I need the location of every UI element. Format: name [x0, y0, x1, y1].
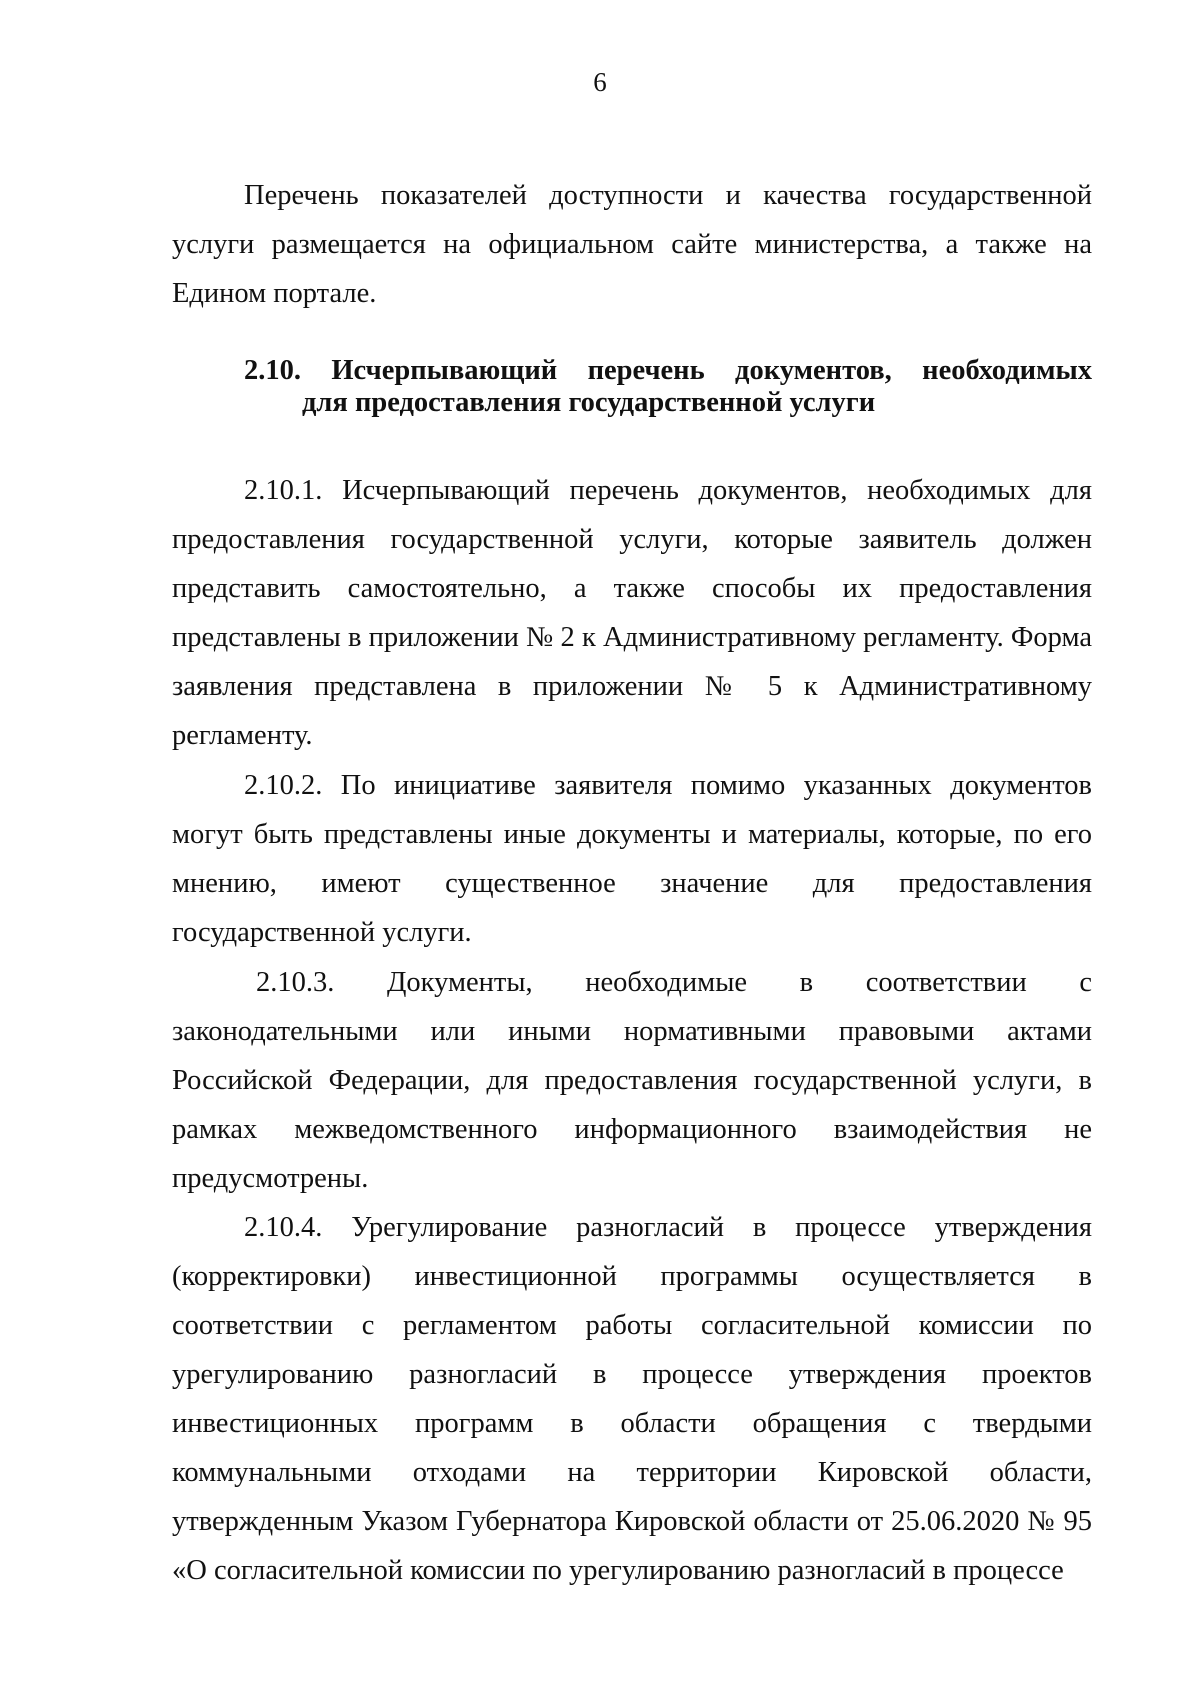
paragraph-2-10-4-text: 2.10.4. Урегулирование разногласий в процессе утверждения (корректировки) инвестиционной программы осуществляется в соответствии с регламентом работы согласительной комиссии по урегулированию разногласий в процессе утверждения проектов инвестиционных программ в области обращения с твердыми коммунальными отходами на территории Кировской области, утвержденным Указом Губернатора Кировской области от 25.06.2020 № 95 «О согласительной комиссии по урегулированию разногласий в процессе	[172, 1212, 1092, 1586]
paragraph-2-10-2-text: 2.10.2. По инициативе заявителя помимо указанных документов могут быть представлены иные документы и материалы, которые, по его мнению, имеют существенное значение для предоставления государственной услуги.	[172, 770, 1092, 948]
section-heading-line-1: 2.10. Исчерпывающий перечень документов, необходимых	[244, 355, 1092, 386]
paragraph-2-10-2	[172, 761, 1092, 957]
paragraph-2-10-4	[172, 1203, 1092, 1595]
paragraph-2-10-1	[172, 466, 1092, 760]
paragraph-2-10-3-text: 2.10.3. Документы, необходимые в соответствии с законодательными или иными нормативными правовыми актами Российской Федерации, для предоставления государственной услуги, в рамках межведомственного информационного взаимодействия не предусмотрены.	[172, 967, 1092, 1194]
paragraph-intro-text: Перечень показателей доступности и качества государственной услуги размещается на официальном сайте министерства, а также на Едином портале.	[172, 180, 1092, 309]
paragraph-2-10-1-text: 2.10.1. Исчерпывающий перечень документов, необходимых для предоставления государственной услуги, которые заявитель должен представить самостоятельно, а также способы их предоставления представлены в приложении № 2 к Административному регламенту. Форма заявления представлена в приложении № 5 к Административному регламенту.	[172, 475, 1092, 751]
section-heading-line-2: для предоставления государственной услуги	[302, 387, 876, 418]
page-number: 6	[593, 67, 607, 97]
section-heading-2-10	[172, 355, 1092, 419]
paragraph-intro	[172, 171, 1092, 318]
paragraph-2-10-3	[172, 958, 1092, 1203]
